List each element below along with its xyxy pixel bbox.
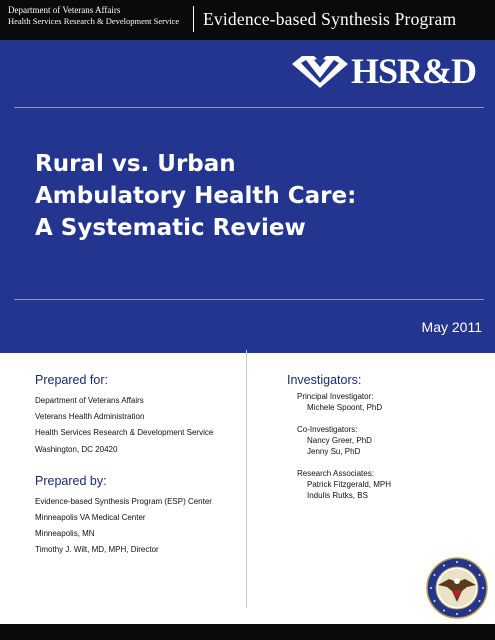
title-line-3: A Systematic Review	[35, 215, 306, 241]
prepared-for-line: Health Services Research & Development Service	[35, 428, 214, 438]
prepared-for-line: Department of Veterans Affairs	[35, 396, 144, 405]
prepared-by-line: Evidence-based Synthesis Program (ESP) Center	[35, 496, 212, 506]
investigator-role: Co-Investigators:	[297, 425, 358, 434]
hsrd-logo-text: HSR&D	[351, 51, 477, 91]
top-header-bar	[0, 0, 495, 40]
banner-rule-bottom	[14, 299, 484, 300]
investigator-name: Jenny Su, PhD	[307, 447, 361, 456]
investigator-role: Principal Investigator:	[297, 392, 374, 401]
prepared-for-heading: Prepared for:	[35, 373, 108, 387]
title-line-2: Ambulatory Health Care:	[35, 183, 357, 209]
title-line-1: Rural vs. Urban	[35, 151, 236, 177]
investigator-name: Nancy Greer, PhD	[307, 436, 372, 445]
prepared-for-line: Veterans Health Administration	[35, 412, 145, 422]
column-divider	[246, 350, 247, 608]
preparation-column	[35, 372, 240, 559]
investigator-name: Indulis Rutks, BS	[307, 491, 368, 500]
prepared-by-line: Timothy J. Wilt, MD, MPH, Director	[35, 545, 159, 555]
department-name: Department of Veterans Affairs	[8, 5, 121, 15]
hsrd-logo	[292, 53, 488, 89]
banner-rule-top	[14, 107, 484, 108]
prepared-for-line: Washington, DC 20420	[35, 444, 118, 454]
bottom-bar	[0, 624, 495, 640]
investigators-column	[287, 372, 487, 501]
investigator-role: Research Associates:	[297, 469, 374, 478]
prepared-by-line: Minneapolis, MN	[35, 529, 95, 539]
report-title	[35, 148, 455, 244]
va-seal-icon	[426, 557, 488, 619]
service-name: Health Services Research & Development Service	[8, 16, 180, 26]
header-divider	[193, 6, 194, 32]
prepared-by-heading: Prepared by:	[35, 473, 107, 488]
investigator-name: Patrick Fitzgerald, MPH	[307, 480, 392, 489]
va-logo-icon	[292, 54, 348, 88]
investigators-heading: Investigators:	[287, 373, 362, 387]
investigator-name: Michele Spoont, PhD	[307, 403, 383, 412]
publication-date: May 2011	[421, 319, 482, 335]
program-name: Evidence-based Synthesis Program	[203, 9, 457, 29]
prepared-by-line: Minneapolis VA Medical Center	[35, 513, 146, 523]
